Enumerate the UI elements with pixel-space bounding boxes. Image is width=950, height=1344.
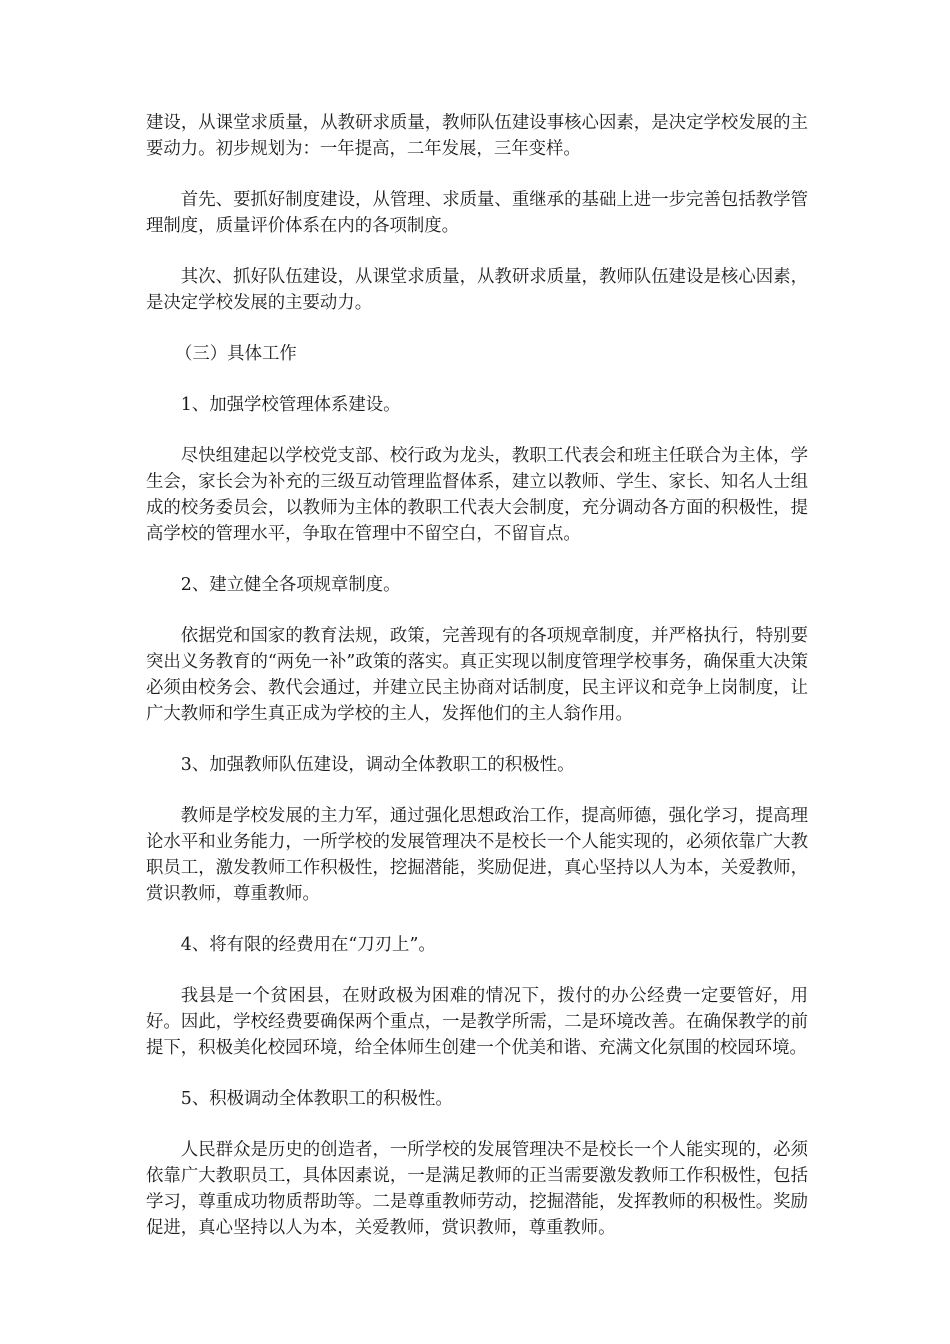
item-heading-3: 3、加强教师队伍建设，调动全体教职工的积极性。 xyxy=(180,755,575,775)
item-heading-2: 2、建立健全各项规章制度。 xyxy=(180,575,401,595)
item-body-3: 教师是学校发展的主力军，通过强化思想政治工作，提高师德，强化学习，提高理论水平和业务能力，一所学校的发展管理决不是校长一个人能实现的，必须依靠广大教职员工，激发教师工作积极性，挖掘潜能，奖励促进，真心坚持以人为本，关爱教师，赏识教师，尊重教师。 xyxy=(146,806,808,904)
item-body-1: 尽快组建起以学校党支部、校行政为龙头，教职工代表会和班主任联合为主体，学生会，家长会为补充的三级互动管理监督体系，建立以教师、学生、家长、知名人士组成的校务委员会，以教师为主体的教职工代表大会制度，充分调动各方面的积极性，提高学校的管理水平，争取在管理中不留空白，不留盲点。 xyxy=(146,446,808,544)
document-body xyxy=(146,110,808,1266)
item-heading-4: 4、将有限的经费用在“刀刃上”。 xyxy=(180,935,436,955)
item-heading-1: 1、加强学校管理体系建设。 xyxy=(180,395,401,415)
paragraph-first: 首先、要抓好制度建设，从管理、求质量、重继承的基础上进一步完善包括教学管理制度，质量评价体系在内的各项制度。 xyxy=(146,190,808,236)
item-body-2: 依据党和国家的教育法规，政策，完善现有的各项规章制度，并严格执行，特别要突出义务教育的“两免一补”政策的落实。真正实现以制度管理学校事务，确保重大决策必须由校务会、教代会通过，并建立民主协商对话制度，民主评议和竞争上岗制度，让广大教师和学生真正成为学校的主人，发挥他们的主人翁作用。 xyxy=(146,626,808,724)
item-body-5: 人民群众是历史的创造者，一所学校的发展管理决不是校长一个人能实现的，必须依靠广大教职员工，具体因素说，一是满足教师的正当需要激发教师工作积极性，包括学习，尊重成功物质帮助等。二是尊重教师劳动，挖掘潜能，发挥教师的积极性。奖励促进，真心坚持以人为本，关爱教师，赏识教师，尊重教师。 xyxy=(146,1140,808,1238)
paragraph-second: 其次、抓好队伍建设，从课堂求质量，从教研求质量，教师队伍建设是核心因素，是决定学校发展的主要动力。 xyxy=(146,267,808,313)
item-heading-5: 5、积极调动全体教职工的积极性。 xyxy=(180,1089,453,1109)
section-heading: （三）具体工作 xyxy=(175,344,297,364)
item-body-4: 我县是一个贫困县，在财政极为困难的情况下，拨付的办公经费一定要管好，用好。因此，学校经费要确保两个重点，一是教学所需，二是环境改善。在确保教学的前提下，积极美化校园环境，给全体师生创建一个优美和谐、充满文化氛围的校园环境。 xyxy=(146,986,808,1058)
paragraph-intro: 建设，从课堂求质量，从教研求质量，教师队伍建设事核心因素，是决定学校发展的主要动力。初步规划为：一年提高，二年发展，三年变样。 xyxy=(146,113,808,159)
